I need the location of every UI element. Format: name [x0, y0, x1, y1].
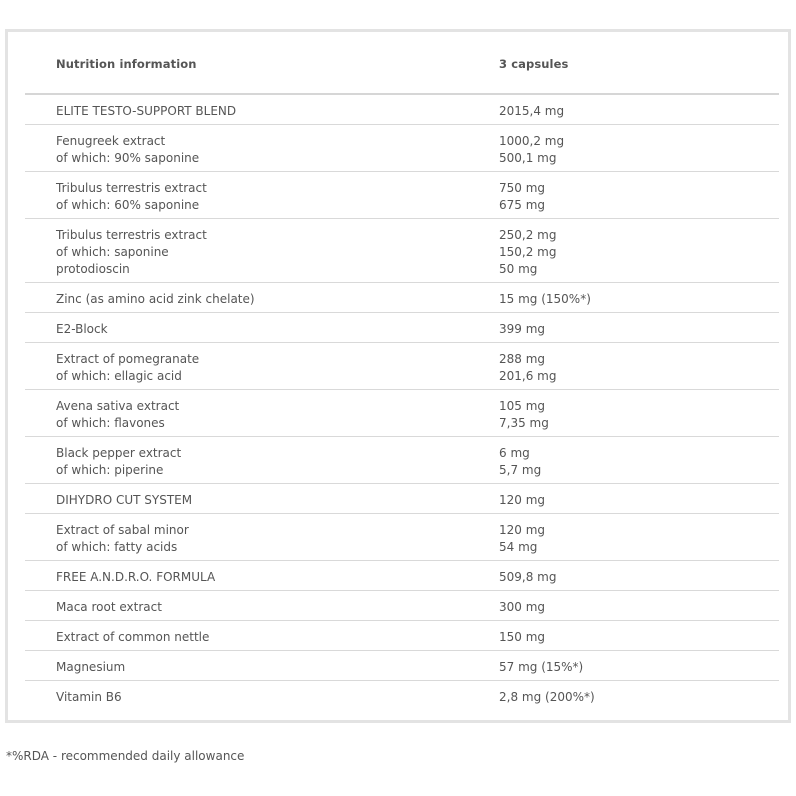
table-row	[25, 621, 779, 651]
ingredient-amount	[499, 291, 591, 308]
ingredient-name	[56, 569, 215, 586]
ingredient-amount	[499, 689, 595, 706]
table-row	[25, 343, 779, 390]
table-row	[25, 283, 779, 313]
ingredient-name-line: of which: saponine	[56, 245, 169, 259]
table-row	[25, 125, 779, 172]
ingredient-amount	[499, 351, 556, 385]
ingredient-name-line: Tribulus terrestris extract	[56, 228, 207, 242]
ingredient-name-line: Black pepper extract	[56, 446, 182, 460]
ingredient-amount	[499, 103, 564, 120]
ingredient-name	[56, 659, 125, 676]
table-row	[25, 313, 779, 343]
ingredient-name-line: of which: ellagic acid	[56, 369, 182, 383]
header-nutrition-information: Nutrition information	[56, 57, 197, 71]
table-row	[25, 591, 779, 621]
nutrition-table-frame	[5, 29, 791, 723]
ingredient-amount	[499, 659, 583, 676]
table-row	[25, 484, 779, 514]
table-row	[25, 514, 779, 561]
ingredient-amount	[499, 629, 545, 646]
ingredient-amount-line: 288 mg	[499, 352, 546, 366]
ingredient-name-line: Extract of sabal minor	[56, 523, 189, 537]
table-row	[25, 651, 779, 681]
table-row	[25, 390, 779, 437]
table-row	[25, 219, 779, 283]
ingredient-amount-line: 399 mg	[499, 322, 546, 336]
table-row	[25, 172, 779, 219]
ingredient-name-line: Maca root extract	[56, 600, 162, 614]
table-body	[25, 95, 779, 711]
header-serving-size: 3 capsules	[499, 57, 569, 71]
ingredient-name-line: of which: 60% saponine	[56, 198, 200, 212]
table-row	[25, 681, 779, 711]
ingredient-amount-line: 300 mg	[499, 600, 546, 614]
ingredient-name	[56, 522, 189, 556]
ingredient-amount-line: 509,8 mg	[499, 570, 557, 584]
ingredient-amount	[499, 321, 545, 338]
ingredient-amount	[499, 180, 545, 214]
ingredient-amount-line: 150 mg	[499, 630, 546, 644]
ingredient-amount-line: 1000,2 mg	[499, 134, 565, 148]
ingredient-name-line: FREE A.N.D.R.O. FORMULA	[56, 570, 216, 584]
ingredient-amount-line: 2015,4 mg	[499, 104, 565, 118]
ingredient-amount	[499, 227, 556, 278]
ingredient-amount	[499, 522, 545, 556]
ingredient-name	[56, 689, 122, 706]
nutrition-table	[25, 32, 779, 711]
table-row	[25, 95, 779, 125]
ingredient-name	[56, 227, 207, 278]
ingredient-name	[56, 291, 255, 308]
ingredient-name	[56, 492, 192, 509]
ingredient-name-line: Avena sativa extract	[56, 399, 180, 413]
ingredient-amount-line: 250,2 mg	[499, 228, 557, 242]
rda-footnote: *%RDA - recommended daily allowance	[6, 749, 245, 763]
ingredient-amount-line: 500,1 mg	[499, 151, 557, 165]
ingredient-name	[56, 445, 181, 479]
table-header	[25, 32, 779, 95]
ingredient-amount-line: 2,8 mg (200%*)	[499, 690, 595, 704]
ingredient-name-line: Extract of pomegranate	[56, 352, 200, 366]
ingredient-amount-line: 54 mg	[499, 540, 538, 554]
ingredient-name-line: Zinc (as amino acid zink chelate)	[56, 292, 255, 306]
ingredient-amount-line: 7,35 mg	[499, 416, 549, 430]
ingredient-name-line: Magnesium	[56, 660, 126, 674]
ingredient-amount	[499, 492, 545, 509]
ingredient-name	[56, 351, 199, 385]
ingredient-name	[56, 398, 179, 432]
ingredient-name-line: Extract of common nettle	[56, 630, 210, 644]
ingredient-name-line: of which: 90% saponine	[56, 151, 200, 165]
ingredient-name-line: Tribulus terrestris extract	[56, 181, 207, 195]
ingredient-amount-line: 201,6 mg	[499, 369, 557, 383]
ingredient-name	[56, 103, 236, 120]
ingredient-amount-line: 50 mg	[499, 262, 538, 276]
ingredient-amount-line: 150,2 mg	[499, 245, 557, 259]
ingredient-amount-line: 57 mg (15%*)	[499, 660, 584, 674]
ingredient-amount-line: 750 mg	[499, 181, 546, 195]
ingredient-amount-line: 5,7 mg	[499, 463, 542, 477]
ingredient-name	[56, 599, 162, 616]
ingredient-name-line: E2-Block	[56, 322, 108, 336]
ingredient-amount	[499, 398, 549, 432]
ingredient-name	[56, 133, 199, 167]
ingredient-name-line: DIHYDRO CUT SYSTEM	[56, 493, 193, 507]
ingredient-amount-line: 120 mg	[499, 493, 546, 507]
ingredient-name-line: of which: flavones	[56, 416, 165, 430]
ingredient-amount-line: 675 mg	[499, 198, 546, 212]
ingredient-name-line: Fenugreek extract	[56, 134, 166, 148]
ingredient-amount	[499, 445, 541, 479]
ingredient-amount-line: 105 mg	[499, 399, 546, 413]
ingredient-name	[56, 629, 209, 646]
ingredient-name-line: of which: fatty acids	[56, 540, 178, 554]
ingredient-amount-line: 120 mg	[499, 523, 546, 537]
ingredient-amount	[499, 133, 564, 167]
ingredient-amount-line: 15 mg (150%*)	[499, 292, 591, 306]
ingredient-name	[56, 180, 207, 214]
ingredient-name-line: protodioscin	[56, 262, 130, 276]
ingredient-name-line: of which: piperine	[56, 463, 164, 477]
ingredient-amount	[499, 599, 545, 616]
ingredient-name	[56, 321, 108, 338]
ingredient-amount	[499, 569, 556, 586]
table-row	[25, 437, 779, 484]
ingredient-name-line: Vitamin B6	[56, 690, 122, 704]
ingredient-name-line: ELITE TESTO-SUPPORT BLEND	[56, 104, 237, 118]
table-row	[25, 561, 779, 591]
ingredient-amount-line: 6 mg	[499, 446, 530, 460]
